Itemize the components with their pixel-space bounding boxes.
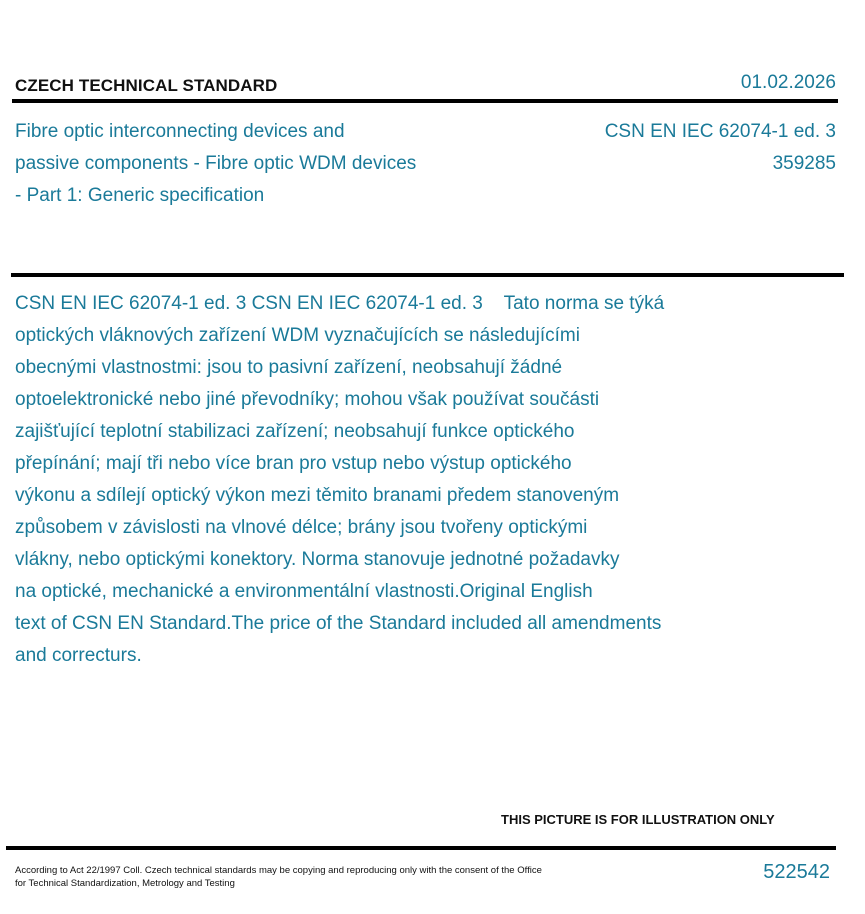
standard-identifiers <box>605 116 836 180</box>
description-line: obecnými vlastnostmi: jsou to pasivní zařízení, neobsahují žádné <box>15 357 563 378</box>
description-line: text of CSN EN Standard.The price of the Standard included all amendments <box>15 613 662 634</box>
catalog-number: 522542 <box>763 861 830 883</box>
standard-description <box>15 288 760 672</box>
legal-line: for Technical Standardization, Metrology and Testing <box>15 878 235 889</box>
description-line: CSN EN IEC 62074-1 ed. 3 CSN EN IEC 62074-1 ed. 3 Tato norma se týká <box>15 293 665 314</box>
description-line: optických vláknových zařízení WDM vyznačujících se následujícími <box>15 325 580 346</box>
standard-title <box>15 116 495 212</box>
description-line: výkonu a sdílejí optický výkon mezi těmito branami předem stanoveným <box>15 485 620 506</box>
legal-line: According to Act 22/1997 Coll. Czech technical standards may be copying and reproducing only with the consent of the Office <box>15 865 542 876</box>
description-line: vlákny, nebo optickými konektory. Norma stanovuje jednotné požadavky <box>15 549 620 570</box>
footer-divider <box>6 846 836 850</box>
illustration-note: THIS PICTURE IS FOR ILLUSTRATION ONLY <box>501 812 775 827</box>
title-line: Fibre optic interconnecting devices and <box>15 121 345 142</box>
legal-notice <box>15 864 585 890</box>
description-line: and correcturs. <box>15 645 142 666</box>
description-line: přepínání; mají tři nebo více bran pro vstup nebo výstup optického <box>15 453 572 474</box>
description-line: optoelektronické nebo jiné převodníky; mohou však používat součásti <box>15 389 600 410</box>
description-line: způsobem v závislosti na vlnové délce; brány jsou tvořeny optickými <box>15 517 588 538</box>
description-line: zajišťující teplotní stabilizaci zařízení; neobsahují funkce optického <box>15 421 575 442</box>
issue-date: 01.02.2026 <box>740 72 836 93</box>
header-divider <box>12 99 838 103</box>
standard-number: 359285 <box>772 153 836 174</box>
title-line: passive components - Fibre optic WDM devices <box>15 153 417 174</box>
title-divider <box>11 273 844 277</box>
document-type-label: CZECH TECHNICAL STANDARD <box>15 76 278 95</box>
standard-code: CSN EN IEC 62074-1 ed. 3 <box>604 121 836 142</box>
description-line: na optické, mechanické a environmentální vlastnosti.Original English <box>15 581 593 602</box>
title-line: - Part 1: Generic specification <box>15 185 265 206</box>
